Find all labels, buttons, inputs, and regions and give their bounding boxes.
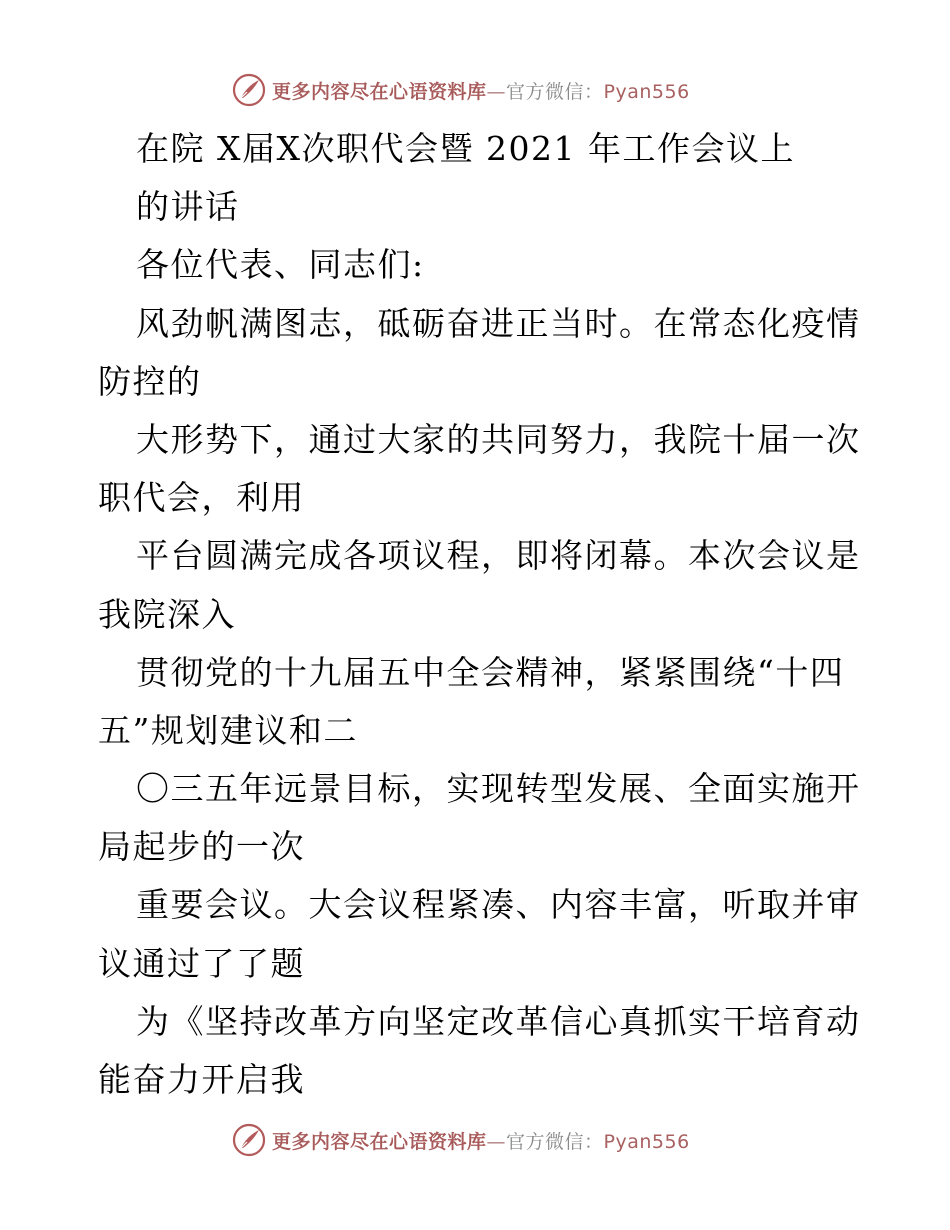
- quill-logo-icon: [232, 73, 266, 107]
- watermark-dash: —: [486, 1130, 507, 1153]
- text-line: 大形势下，通过大家的共同努力，我院十届一次: [136, 419, 861, 459]
- watermark-brand: 更多内容尽在心语资料库: [272, 80, 487, 103]
- text-line: 我院深入: [98, 594, 236, 634]
- text-line: 风劲帆满图志，砥砺奋进正当时。在常态化疫情: [136, 303, 861, 343]
- watermark-label: 官方微信：: [506, 80, 604, 103]
- text-line: 职代会，利用: [98, 478, 305, 518]
- text-line: 为《坚持改革方向坚定改革信心真抓实干培育动: [136, 1001, 861, 1041]
- text-line: 在院 X届X次职代会暨 2021 年工作会议上: [136, 129, 795, 168]
- document-body: [98, 120, 861, 1109]
- text-line: 〇三五年远景目标，实现转型发展、全面实施开: [136, 769, 861, 809]
- quill-logo-icon: [232, 1123, 266, 1157]
- watermark-dash: —: [486, 80, 507, 103]
- footer-watermark: [232, 1122, 690, 1158]
- text-line: 能奋力开启我: [98, 1060, 305, 1099]
- text-line: 五”规划建议和二: [98, 710, 358, 750]
- watermark-brand: 更多内容尽在心语资料库: [272, 1130, 487, 1153]
- text-line: 贯彻党的十九届五中全会精神，紧紧围绕“十四: [136, 652, 845, 692]
- header-watermark: [232, 72, 690, 108]
- watermark-label: 官方微信：: [506, 1130, 604, 1153]
- text-line: 防控的: [98, 361, 202, 401]
- text-line: 各位代表、同志们:: [136, 245, 425, 285]
- text-line: 重要会议。大会议程紧凑、内容丰富，听取并审: [136, 885, 861, 925]
- watermark-id: Pyan556: [603, 1130, 690, 1153]
- watermark-id: Pyan556: [603, 80, 690, 103]
- text-line: 平台圆满完成各项议程，即将闭幕。本次会议是: [136, 536, 861, 576]
- text-line: 的讲话: [136, 187, 240, 227]
- text-line: 议通过了了题: [98, 943, 305, 983]
- text-line: 局起步的一次: [98, 827, 305, 867]
